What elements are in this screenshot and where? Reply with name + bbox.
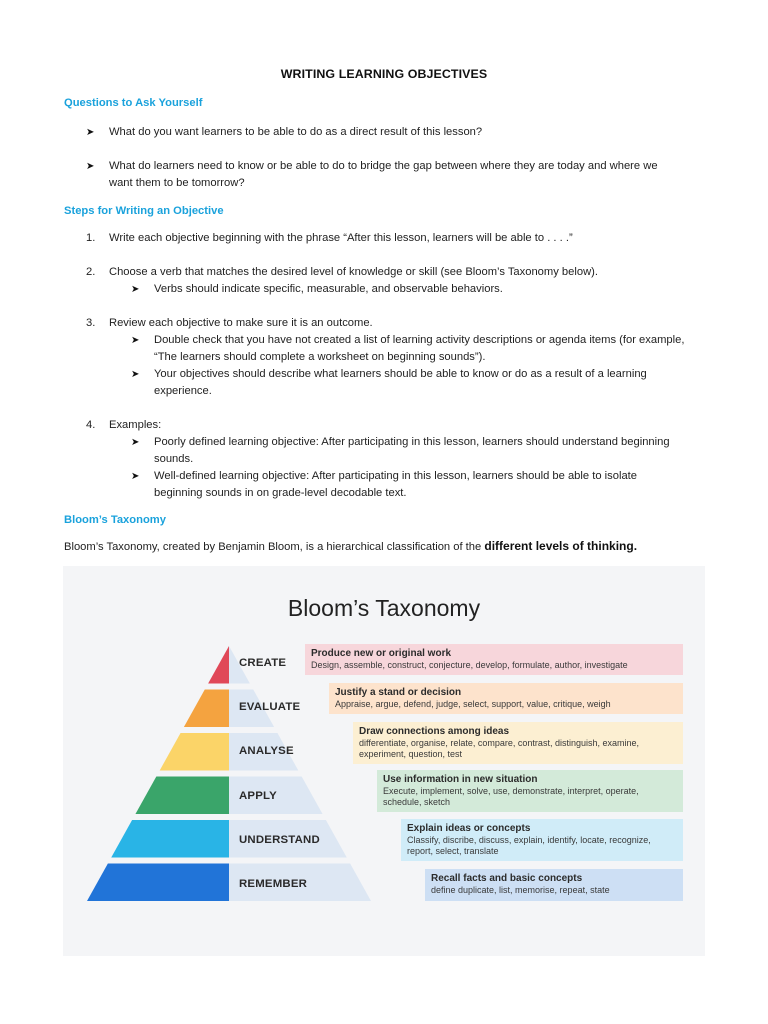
step-4-sub-2-line-1: Well-defined learning objective: After participating in this lesson, learners should be able to isolate xyxy=(154,470,638,482)
pyramid-tier-evaluate xyxy=(184,690,229,728)
step-number: 2. xyxy=(86,266,96,278)
step-4-sub-1-line-1: Poorly defined learning objective: After participating in this lesson, learners should understand beginning xyxy=(154,436,670,448)
arrow-bullet-icon: ➤ xyxy=(86,127,95,138)
level-label-analyse: ANALYSE xyxy=(239,745,294,757)
step-number: 1. xyxy=(86,232,96,244)
level-box-description: Classify, discribe, discuss, explain, identify, locate, recognize, report, select, translate xyxy=(407,835,651,856)
level-box-description: Design, assemble, construct, conjecture, develop, formulate, author, investigate xyxy=(311,660,628,670)
pyramid-tier-remember xyxy=(87,864,229,902)
level-box-heading: Draw connections among ideas xyxy=(359,726,510,737)
level-box-analyse xyxy=(353,722,683,764)
bloom-heading: Bloom’s Taxonomy xyxy=(64,514,166,526)
level-label-remember: REMEMBER xyxy=(239,878,308,890)
step-2-text: Choose a verb that matches the desired level of knowledge or skill (see Bloom’s Taxonomy below). xyxy=(109,266,598,278)
pyramid-tier-understand xyxy=(111,820,229,858)
step-4-sub-1-line-2: sounds. xyxy=(154,453,194,465)
step-number: 4. xyxy=(86,419,96,431)
step-3-sub-2-line-2: experience. xyxy=(154,385,212,397)
arrow-bullet-icon: ➤ xyxy=(131,369,140,380)
step-number: 3. xyxy=(86,317,96,329)
page-title: WRITING LEARNING OBJECTIVES xyxy=(280,67,488,81)
question-item-2-line-2: want them to be tomorrow? xyxy=(109,177,245,189)
level-label-apply: APPLY xyxy=(239,790,277,802)
level-label-create: CREATE xyxy=(239,657,287,669)
level-box-evaluate xyxy=(329,683,683,714)
level-box-heading: Justify a stand or decision xyxy=(335,687,462,698)
level-box-apply xyxy=(377,770,683,812)
level-label-evaluate: EVALUATE xyxy=(239,701,301,713)
step-3-sub-1-line-2: “The learners should complete a worksheet on beginning sounds”). xyxy=(154,351,486,363)
step-3-sub-1-line-1: Double check that you have not created a list of learning activity descriptions or agenda items (for example, xyxy=(154,334,685,346)
level-label-understand: UNDERSTAND xyxy=(239,834,320,846)
step-3-sub-2-line-1: Your objectives should describe what learners should be able to know or do as a result of a learning xyxy=(154,368,647,380)
steps-heading: Steps for Writing an Objective xyxy=(64,205,224,217)
level-box-heading: Produce new or original work xyxy=(311,648,452,659)
arrow-bullet-icon: ➤ xyxy=(86,161,95,172)
level-box-description: differentiate, organise, relate, compare, contrast, distinguish, examine, experiment, question, test xyxy=(359,738,639,759)
pyramid-tier-create xyxy=(208,646,229,684)
question-item-2-line-1: What do learners need to know or be able to do to bridge the gap between where they are today and where we xyxy=(109,160,658,172)
level-box-heading: Recall facts and basic concepts xyxy=(431,873,583,884)
question-item-1: What do you want learners to be able to do as a direct result of this lesson? xyxy=(109,126,483,138)
level-box-heading: Explain ideas or concepts xyxy=(407,823,531,834)
level-box-description: define duplicate, list, memorise, repeat, state xyxy=(431,885,610,895)
arrow-bullet-icon: ➤ xyxy=(131,437,140,448)
level-box-heading: Use information in new situation xyxy=(383,774,538,785)
step-4-sub-2-line-2: beginning sounds in on grade-level decodable text. xyxy=(154,487,407,499)
arrow-bullet-icon: ➤ xyxy=(131,284,140,295)
step-3-text: Review each objective to make sure it is an outcome. xyxy=(109,317,373,329)
step-4-text: Examples: xyxy=(109,419,162,431)
level-box-description: Appraise, argue, defend, judge, select, support, value, critique, weigh xyxy=(335,699,611,709)
level-box-description: Execute, implement, solve, use, demonstrate, interpret, operate, schedule, sketch xyxy=(383,786,639,807)
pyramid-tier-apply xyxy=(135,777,229,815)
step-1-text: Write each objective beginning with the phrase “After this lesson, learners will be able to . . . .” xyxy=(109,232,573,244)
level-box-understand xyxy=(401,819,683,861)
questions-heading: Questions to Ask Yourself xyxy=(64,97,203,109)
bloom-intro-text: Bloom’s Taxonomy, created by Benjamin Bloom, is a hierarchical classification of the xyxy=(64,541,485,553)
bloom-taxonomy-figure xyxy=(63,566,705,956)
bloom-intro xyxy=(64,538,637,556)
bloom-intro-emphasis: different levels of thinking. xyxy=(484,539,638,553)
figure-title: Bloom’s Taxonomy xyxy=(287,595,481,621)
pyramid-tier-analyse xyxy=(160,733,229,771)
arrow-bullet-icon: ➤ xyxy=(131,471,140,482)
level-box-remember xyxy=(425,869,683,901)
step-2-sub-1: Verbs should indicate specific, measurable, and observable behaviors. xyxy=(154,283,503,295)
level-box-create xyxy=(305,644,683,675)
arrow-bullet-icon: ➤ xyxy=(131,335,140,346)
